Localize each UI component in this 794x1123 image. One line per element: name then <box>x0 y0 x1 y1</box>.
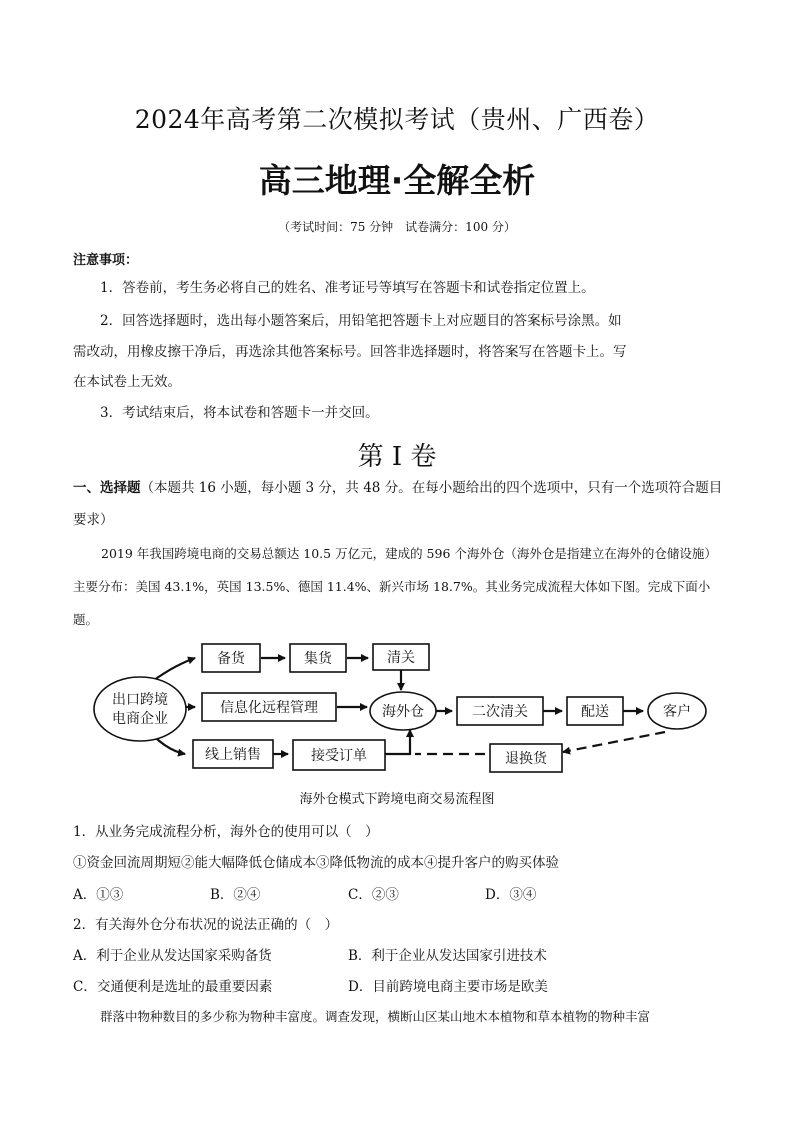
q2-option-b: B．利于企业从发达国家引进技术 <box>348 948 547 964</box>
label-orders: 接受订单 <box>311 748 367 764</box>
notice-item-3: 3．考试结束后，将本试卷和答题卡一并交回。 <box>100 405 379 421</box>
notice-heading: 注意事项： <box>73 253 139 268</box>
exam-title: 2024年高考第二次模拟考试（贵州、广西卷） <box>134 105 660 134</box>
node-source <box>94 677 186 741</box>
section-heading <box>73 472 728 536</box>
section-label: 一、选择题 <box>73 480 141 496</box>
arrow-orders-warehouse <box>385 730 410 754</box>
label-source-2: 电商企业 <box>112 711 168 727</box>
label-warehouse: 海外仓 <box>382 704 424 720</box>
notice-item-2-line-1: 2．回答选择题时，选出每小题答案后，用铅笔把答题卡上对应题目的答案标号涂黑。如 <box>100 313 622 329</box>
q1-stem: 1．从业务完成流程分析，海外仓的使用可以（ ） <box>73 824 379 840</box>
flow-diagram <box>85 632 715 782</box>
figure-caption: 海外仓模式下跨境电商交易流程图 <box>299 792 495 807</box>
label-stock: 备货 <box>217 651 245 667</box>
paper-subtitle: 高三地理·全解全析 <box>258 161 536 200</box>
label-customer: 客户 <box>663 704 691 720</box>
notice-item-2-line-2: 需改动，用橡皮擦干净后，再选涂其他答案标号。回答非选择题时，将答案写在答题卡上。写 <box>73 344 627 360</box>
q2-option-a: A．利于企业从发达国家采购备货 <box>73 948 272 964</box>
q2-option-c: C．交通便利是选址的最重要因素 <box>73 979 273 995</box>
label-collect: 集货 <box>304 651 332 667</box>
passage-1: 2019 年我国跨境电商的交易总额达 10.5 万亿元，建成的 596 个海外仓（海外仓是指建立在海外的仓储设施）主要分布：美国 43.1%，英国 13.5%、德国 11.4%、新兴市场 18.7%。其业务完成流程大体如下图。完成下面小题。 <box>73 546 717 627</box>
q2-option-d: D．目前跨境电商主要市场是欧美 <box>348 979 548 995</box>
arrow-customer-returns <box>563 732 665 752</box>
exam-info: （考试时间：75 分钟 试卷满分：100 分） <box>278 220 516 234</box>
label-it-mgmt: 信息化远程管理 <box>220 700 318 716</box>
label-online-sales: 线上销售 <box>205 747 261 763</box>
notice-item-2-line-3: 在本试卷上无效。 <box>73 374 181 390</box>
passage-2: 群落中物种数目的多少称为物种丰富度。调查发现，横断山区某山地木本植物和草本植物的物种丰富 <box>100 1009 651 1024</box>
label-customs: 清关 <box>387 650 415 666</box>
volume-title: 第 I 卷 <box>357 442 437 472</box>
q1-option-c: C．②③ <box>348 887 399 903</box>
q1-option-a: A．①③ <box>73 887 124 903</box>
q1-statements: ①资金回流周期短②能大幅降低仓储成本③降低物流的成本④提升客户的购买体验 <box>73 855 559 871</box>
notice-item-1: 1．答卷前，考生务必将自己的姓名、准考证号等填写在答题卡和试卷指定位置上。 <box>100 280 595 296</box>
section-text: （本题共 16 小题，每小题 3 分，共 48 分。在每小题给出的四个选项中，只有一个选项符合题目要求） <box>73 480 723 528</box>
label-source-1: 出口跨境 <box>112 692 168 708</box>
q2-stem: 2．有关海外仓分布状况的说法正确的（ ） <box>73 917 339 933</box>
q1-option-d: D．③④ <box>485 887 537 903</box>
q1-option-b: B．②④ <box>210 887 261 903</box>
label-customs2: 二次清关 <box>472 704 528 720</box>
label-delivery: 配送 <box>581 704 609 720</box>
label-returns: 退换货 <box>505 751 547 767</box>
